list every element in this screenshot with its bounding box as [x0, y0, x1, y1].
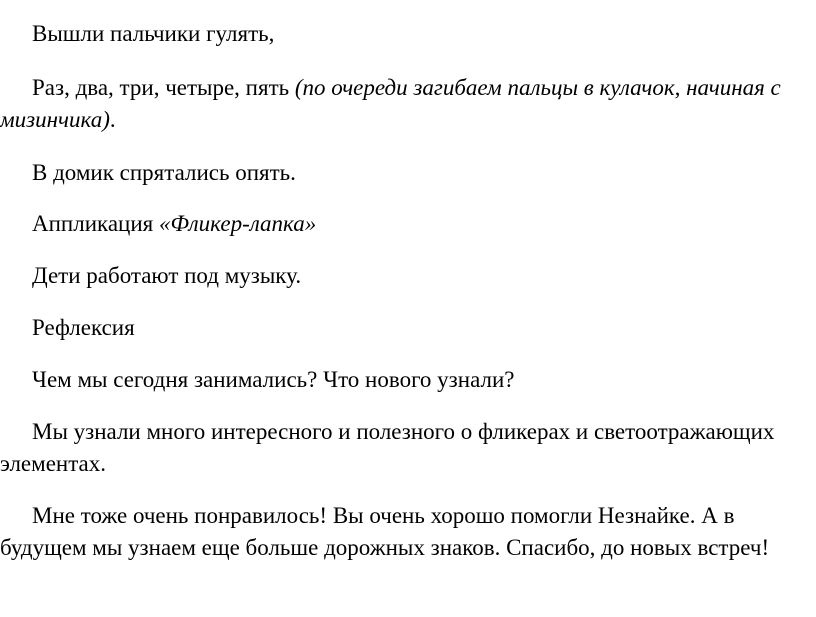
poem-line-2-tail: . [109, 107, 116, 132]
poem-line-3-text: В домик спрятались опять. [32, 160, 296, 185]
reflection-heading-text: Рефлексия [32, 315, 135, 340]
closing-paragraph-text: Мне тоже очень понравилось! Вы очень хорошо помогли Незнайке. А в будущем мы узнаем еще больше дорожных знаков. Спасибо, до новых встреч! [0, 503, 770, 560]
answer-paragraph [0, 416, 812, 480]
question-line-text: Чем мы сегодня занимались? Что нового узнали? [32, 367, 515, 392]
poem-line-3 [0, 157, 812, 189]
poem-line-1-text: Вышли пальчики гулять, [32, 21, 275, 46]
question-line [0, 364, 812, 396]
poem-line-1 [0, 18, 812, 50]
closing-paragraph [0, 500, 812, 564]
music-line [0, 260, 812, 292]
answer-paragraph-text: Мы узнали много интересного и полезного о фликерах и светоотражающих элементах. [0, 419, 775, 476]
poem-line-2-text: Раз, два, три, четыре, пять [32, 75, 290, 100]
reflection-heading [0, 312, 812, 344]
applique-title: «Фликер-лапка» [159, 211, 317, 236]
poem-line-2 [0, 72, 812, 136]
poem-line-2-note: (по очереди загибаем пальцы в кулачок, начиная с мизинчика) [0, 75, 781, 132]
applique-label: Аппликация [32, 211, 154, 236]
music-line-text: Дети работают под музыку. [32, 263, 302, 288]
applique-heading [0, 208, 812, 240]
